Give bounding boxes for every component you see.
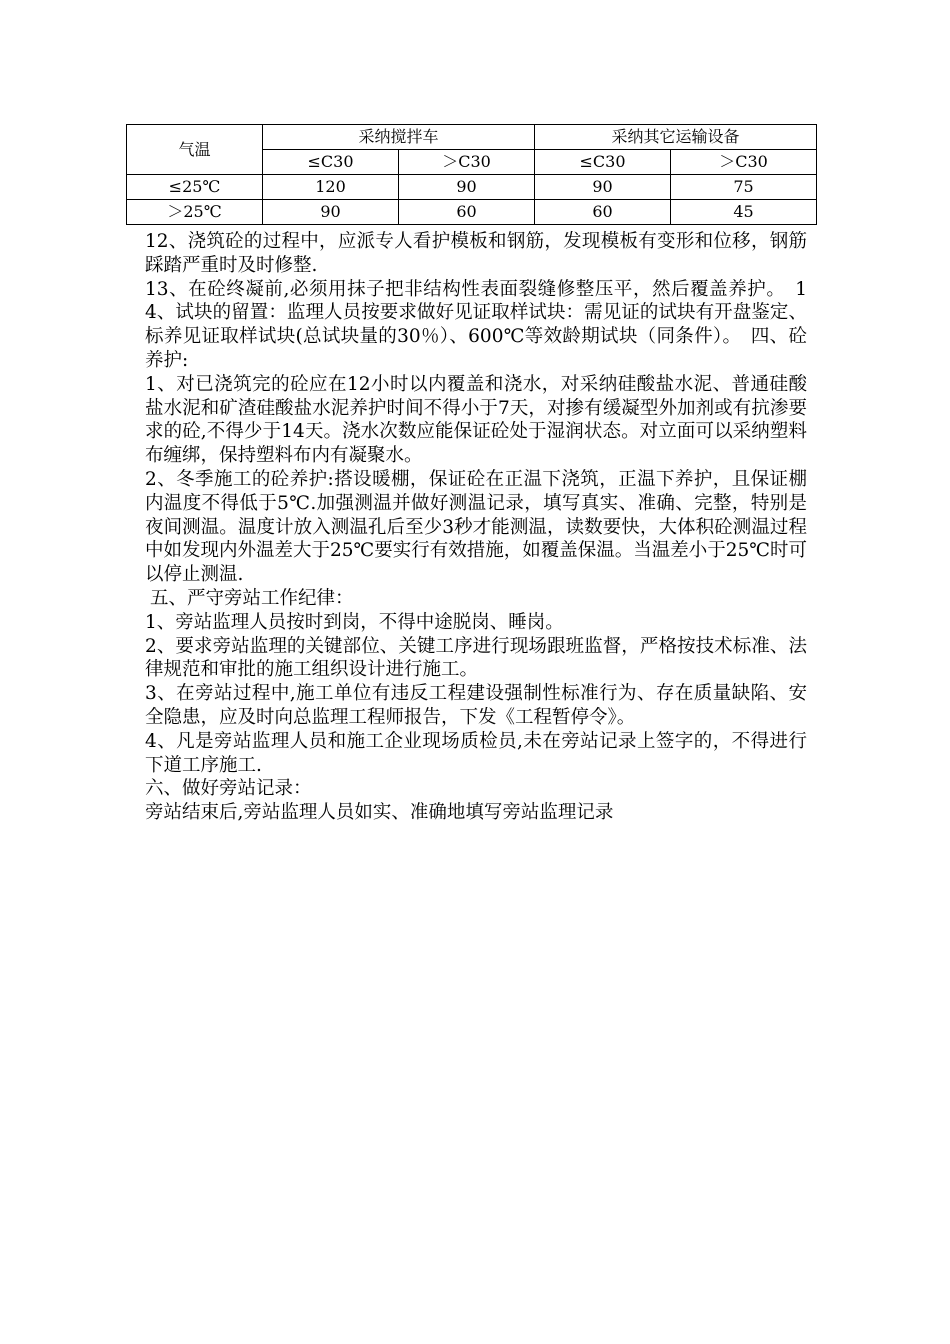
row-label: ≤25℃ xyxy=(127,175,263,200)
body-text xyxy=(145,230,807,825)
section-heading-discipline: 五、严守旁站工作纪律： xyxy=(150,587,354,609)
subheader-cell: ＞C30 xyxy=(671,150,817,175)
paragraph-discipline-3: 3、在旁站过程中,施工单位有违反工程建设强制性标准行为、存在质量缺陷、安全隐患，应及时向总监理工程师报告，下发《工程暂停令》。 xyxy=(145,683,807,728)
paragraph-discipline-1: 1、旁站监理人员按时到岗，不得中途脱岗、睡岗。 xyxy=(145,611,564,633)
section-heading-records: 六、做好旁站记录： xyxy=(145,778,312,800)
transport-time-table xyxy=(126,124,817,225)
subheader-cell: ＞C30 xyxy=(399,150,535,175)
paragraph-discipline-2: 2、要求旁站监理的关键部位、关键工序进行现场跟班监督，严格按技术标准、法律规范和审批的施工组织设计进行施工。 xyxy=(145,635,807,681)
row-label: ＞25℃ xyxy=(127,200,263,225)
table-cell: 60 xyxy=(535,200,671,225)
table-cell: 120 xyxy=(263,175,399,200)
table-row xyxy=(127,175,817,200)
paragraph-12: 12、浇筑砼的过程中，应派专人看护模板和钢筋，发现模板有变形和位移，钢筋踩踏严重时及时修整. xyxy=(145,231,807,276)
table-cell: 60 xyxy=(399,200,535,225)
paragraph-discipline-4: 4、凡是旁站监理人员和施工企业现场质检员,未在旁站记录上签字的，不得进行下道工序施工. xyxy=(145,730,807,776)
paragraph-curing-2: 2、冬季施工的砼养护:搭设暖棚，保证砼在正温下浇筑，正温下养护，且保证棚内温度不得低于5℃.加强测温并做好测温记录，填写真实、准确、完整，特别是夜间测温。温度计放入测温孔后至少3秒才能测温，读数要快，大体积砼测温过程中如发现内外温差大于25℃要实行有效措施，如覆盖保温。当温差小于25℃时可以停止测温. xyxy=(145,468,807,586)
table-cell: 90 xyxy=(535,175,671,200)
other-transport-header: 采纳其它运输设备 xyxy=(535,125,817,150)
mixer-truck-header: 采纳搅拌车 xyxy=(263,125,535,150)
paragraph-13-14: 13、在砼终凝前,必须用抹子把非结构性表面裂缝修整压平，然后覆盖养护。 14、试块的留置：监理人员按要求做好见证取样试块：需见证的试块有开盘鉴定、标养见证取样试块(总试块量的30％）、600℃等效龄期试块（同条件）。 四、砼养护: xyxy=(145,278,807,371)
table-cell: 45 xyxy=(671,200,817,225)
subheader-cell: ≤C30 xyxy=(263,150,399,175)
temperature-header: 气温 xyxy=(127,125,263,175)
table-header-row xyxy=(127,125,817,150)
paragraph-curing-1: 1、对已浇筑完的砼应在12小时以内覆盖和浇水，对采纳硅酸盐水泥、普通硅酸盐水泥和矿渣硅酸盐水泥养护时间不得小于7天，对掺有缓凝型外加剂或有抗渗要求的砼,不得少于14天。浇水次数应能保证砼处于湿润状态。对立面可以采纳塑料布缠绑，保持塑料布内有凝聚水。 xyxy=(145,373,807,467)
table-row xyxy=(127,200,817,225)
subheader-cell: ≤C30 xyxy=(535,150,671,175)
paragraph-records: 旁站结束后,旁站监理人员如实、准确地填写旁站监理记录 xyxy=(145,802,614,824)
table-cell: 90 xyxy=(263,200,399,225)
table-cell: 90 xyxy=(399,175,535,200)
table-cell: 75 xyxy=(671,175,817,200)
